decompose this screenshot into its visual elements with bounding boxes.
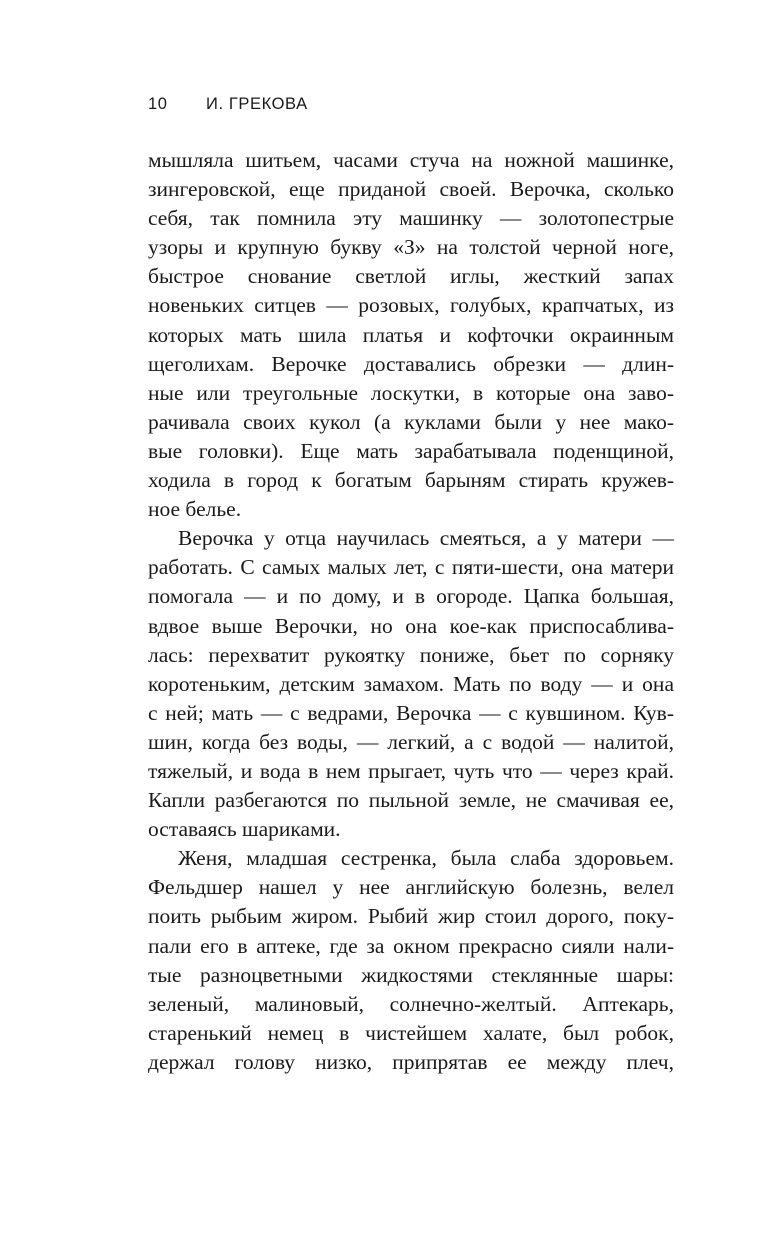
text-line: быстрое снование светлой иглы, жесткий запах <box>148 264 674 289</box>
text-line: тяжелый, и вода в нем прыгает, чуть что — через край. <box>148 758 674 783</box>
text-line: лась: перехватит рукоятку пониже, бьет по сорняку <box>148 642 674 667</box>
text-line: вые головки). Еще мать зарабатывала поденщиной, <box>148 438 674 463</box>
text-line: держал голову низко, припрятав ее между плеч, <box>148 1049 674 1074</box>
text-line: работать. С самых малых лет, с пяти-шести, она матери <box>148 555 674 580</box>
text-line: рачивала своих кукол (а куклами были у нее мако- <box>148 409 674 434</box>
text-line: тые разноцветными жидкостями стеклянные шары: <box>148 962 674 987</box>
text-line: шин, когда без воды, — легкий, а с водой — налитой, <box>148 729 674 754</box>
body-text <box>148 146 674 1077</box>
text-line: ное белье. <box>148 497 242 522</box>
text-line: Женя, младшая сестренка, была слаба здоровьем. <box>178 846 674 871</box>
text-line: Верочка у отца научилась смеяться, а у матери — <box>178 526 674 551</box>
paragraph <box>148 524 674 844</box>
author-name: И. ГРЕКОВА <box>206 95 308 113</box>
text-line: оставаясь шариками. <box>148 817 341 842</box>
text-line: которых мать шила платья и кофточки окраинным <box>148 322 674 347</box>
text-line: зеленый, малиновый, солнечно-желтый. Аптекарь, <box>148 991 674 1016</box>
text-line: зингеровской, еще приданой своей. Верочка, сколько <box>148 177 674 202</box>
text-line: мышляла шитьем, часами стуча на ножной машинке, <box>148 148 674 172</box>
text-line: щеголихам. Верочке доставались обрезки — длин- <box>148 351 674 376</box>
text-line: себя, так помнила эту машинку — золотопестрые <box>148 206 674 231</box>
text-line: Фельдшер нашел у нее английскую болезнь, велел <box>148 875 674 900</box>
text-line: новеньких ситцев — розовых, голубых, крапчатых, из <box>148 293 674 318</box>
text-line: поить рыбьим жиром. Рыбий жир стоил дорого, поку- <box>148 904 674 929</box>
running-header <box>148 95 308 114</box>
text-line: старенький немец в чистейшем халате, был робок, <box>148 1020 674 1045</box>
text-line: вдвое выше Верочки, но она кое-как приспосаблива- <box>148 613 674 638</box>
text-line: коротеньким, детским замахом. Мать по воду — и она <box>148 671 674 696</box>
paragraph <box>148 844 674 1077</box>
text-line: помогала — и по дому, и в огороде. Цапка большая, <box>148 584 674 609</box>
paragraph <box>148 146 674 524</box>
text-line: ные или треугольные лоскутки, в которые она заво- <box>148 380 674 405</box>
text-line: ходила в город к богатым барыням стирать кружев- <box>148 468 674 493</box>
text-line: пали его в аптеке, где за окном прекрасно сияли нали- <box>148 933 674 958</box>
page-number: 10 <box>148 95 168 113</box>
text-line: узоры и крупную букву «З» на толстой черной ноге, <box>148 235 674 260</box>
text-line: Капли разбегаются по пыльной земле, не смачивая ее, <box>148 788 674 813</box>
text-line: с ней; мать — с ведрами, Верочка — с кувшином. Кув- <box>148 700 674 725</box>
